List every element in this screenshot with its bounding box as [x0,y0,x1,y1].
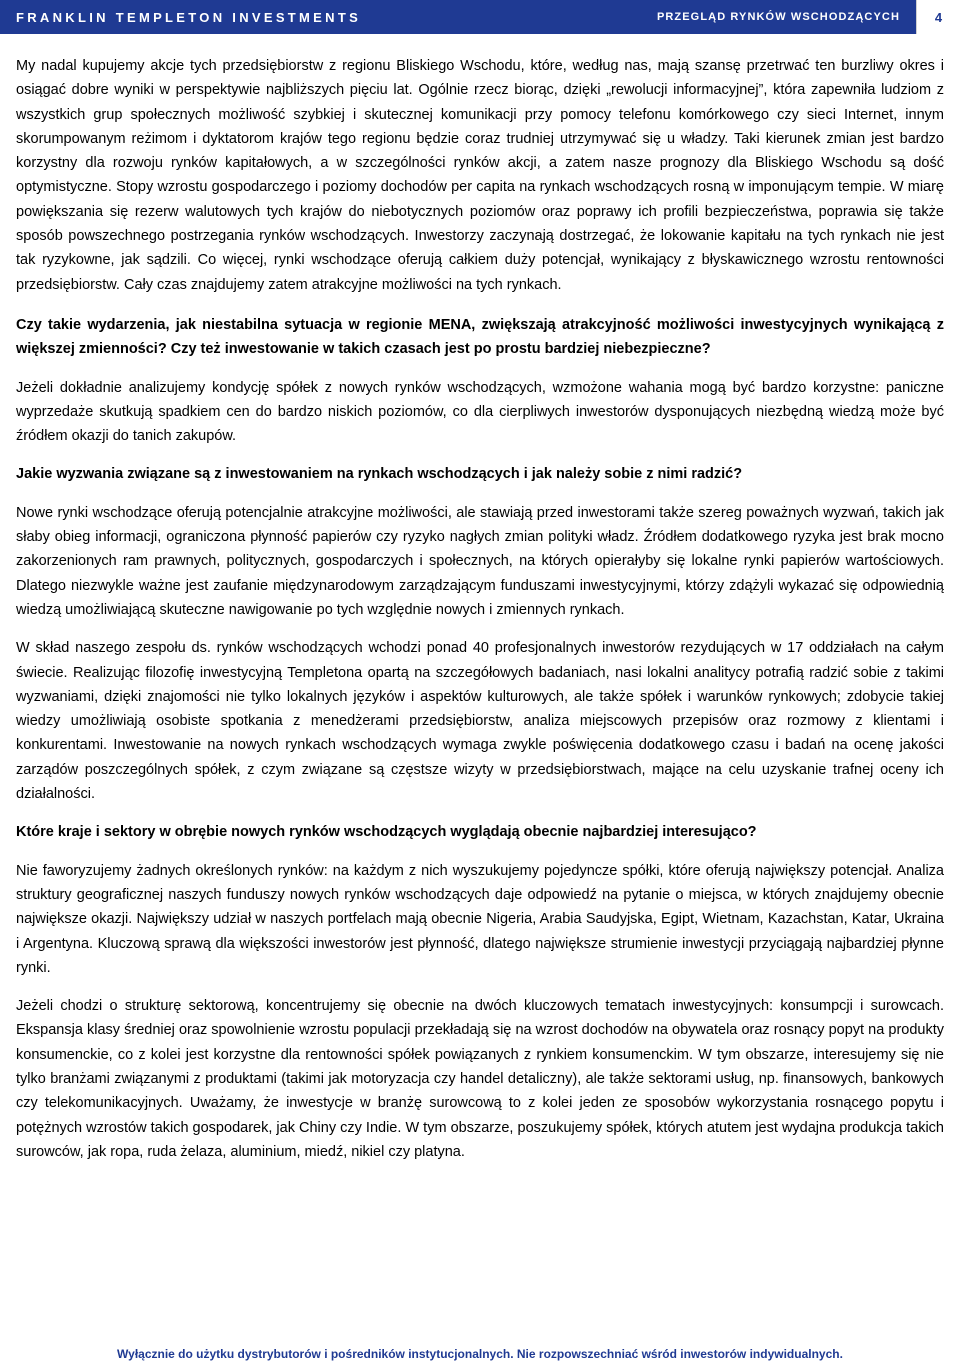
paragraph: Jeżeli dokładnie analizujemy kondycję spółek z nowych rynków wschodzących, wzmożone wahania mogą być bardzo korzystne: paniczne wyprzedaże skutkują spadkiem cen do bardzo niskich poziomów, co dla cierpliwych inwestorów dysponujących niezbędną wiedzą może być źródłem okazji do tanich zakupów. [16,379,944,445]
header-bar [0,0,916,34]
page-number: 4 [916,0,960,34]
paragraph: Nowe rynki wschodzące oferują potencjalnie atrakcyjne możliwości, ale stawiają przed inwestorami także szereg poważnych wyzwań, takich jak słaby obieg informacji, ograniczona płynność papierów czy ryzyko nagłych zmian polityki władz. Źródłem dodatkowego ryzyka jest brak mocno zakorzenionych ram prawnych, politycznych, gospodarczych i społecznych, na których opierałyby się lokalne rynki papierów wartościowych. Dlatego niezwykle ważne jest zaufanie międzynarodowym zarządzającym funduszami inwestycyjnymi, którzy zdążyli wykazać się odpowiednią wiedzą umożliwiającą skuteczne nawigowanie po tych względnie nowych i zmiennych rynkach. [16,504,944,618]
brand-name: FRANKLIN TEMPLETON INVESTMENTS [16,9,362,25]
footer-disclaimer: Wyłącznie do użytku dystrybutorów i pośredników instytucjonalnych. Nie rozpowszechniać wśród inwestorów indywidualnych. [117,1347,843,1361]
article-body [16,54,944,1164]
question-heading: Które kraje i sektory w obrębie nowych rynków wschodzących wyglądają obecnie najbardziej interesująco? [16,824,757,841]
question-heading: Jakie wyzwania związane są z inwestowaniem na rynkach wschodzących i jak należy sobie z nimi radzić? [16,466,743,483]
section-title: PRZEGLĄD RYNKÓW WSCHODZĄCYCH [656,11,900,23]
paragraph: Jeżeli chodzi o strukturę sektorową, koncentrujemy się obecnie na dwóch kluczowych tematach inwestycyjnych: konsumpcji i surowcach. Ekspansja klasy średniej oraz spowolnienie wzrostu populacji przekładają się na wzrost dochodów na obywatela oraz rosnący popyt na produkty konsumenckie, co z kolei jest korzystne dla rentowności spółek powiązanych z rynkiem konsumenckim. W tym obszarze, interesujemy się nie tylko branżami związanymi z produktami (takimi jak motoryzacja czy handel detaliczny), ale także sektorami usług, np. finansowych, bankowych czy telekomunikacyjnych. Uważamy, że inwestycje w branżę surowcową to z kolei jeden ze sposobów wykorzystania rosnącego popytu i potężnych wzrostów takich gospodarek, jak Chiny czy Indie. W tym obszarze, poszukujemy spółek, których atutem jest wydajna produkcja takich surowców, jak ropa, ruda żelaza, aluminium, miedź, nikiel czy platyna. [16,998,944,1160]
paragraph: Nie faworyzujemy żadnych określonych rynków: na każdym z nich wyszukujemy pojedyncze spółki, które oferują największy potencjał. Analiza struktury geograficznej naszych funduszy nowych rynków wschodzących daje odpowiedź na pytanie o miejsca, w których znajdujemy obecnie największe okazji. Największy udział w naszych portfelach mają obecnie Nigeria, Arabia Saudyjska, Egipt, Wietnam, Kazachstan, Katar, Ukraina i Argentyna. Kluczową sprawą dla większości inwestorów jest płynność, dlatego największe strumienie inwestycji przyciągają najbardziej płynne rynki. [16,862,944,976]
paragraph: W skład naszego zespołu ds. rynków wschodzących wchodzi ponad 40 profesjonalnych inwestorów rezydujących w 17 oddziałach na całym świecie. Realizując filozofię inwestycyjną Templetona opartą na szczegółowych badaniach, nasi lokalni analitycy potrafią radzić sobie z takimi wyzwaniami, dzięki znajomości nie tylko lokalnych języków i aspektów kulturowych, ale także spółek i warunków rynkowych; zdobycie takiej wiedzy umożliwiają osobiste spotkania z menedżerami przedsiębiorstw, analiza miejscowych przepisów oraz rozmowy z klientami i konkurentami. Inwestowanie na nowych rynkach wschodzących wymaga zwykle poświęcenia dodatkowego czasu i badań na ocenę jakości zarządów poszczególnych spółek, z czym związane są częstsze wizyty w przedsiębiorstwach, mające na celu uzyskanie trafnej oceny ich działalności. [16,640,944,803]
question-heading: Czy takie wydarzenia, jak niestabilna sytuacja w regionie MENA, zwiększają atrakcyjność możliwości inwestycyjnych wynikającą z większej zmienności? Czy też inwestowanie w takich czasach jest po prostu bardziej niebezpieczne? [16,316,944,358]
page-header [0,0,960,38]
paragraph: My nadal kupujemy akcje tych przedsiębiorstw z regionu Bliskiego Wschodu, które, według nas, mają szansę przetrwać ten burzliwy okres i osiągać dobre wyniki w perspektywie najbliższych pięciu lat. Ogólnie rzecz biorąc, dzięki „rewolucji informacyjnej”, która zapewniła ludziom z wszystkich grup społecznych możliwość szybkiej i skutecznej komunikacji przy pomocy telefonu komórkowego czy sieci Internet, innym skorumpowanym reżimom i dyktatorom krajów tego regionu będzie coraz trudniej utrzymywać się u władzy. Taki kierunek zmian jest bardzo korzystny dla rozwoju rynków kapitałowych, a w szczególności rynków akcji, a zatem nasze prognozy dla Bliskiego Wschodu są dość optymistyczne. Stopy wzrostu gospodarczego i poziomy dochodów per capita na rynkach wschodzących rosną w imponującym tempie. W miarę powiększania się rezerw walutowych tych krajów do niebotycznych poziomów oraz poprawy ich profili bezpieczeństwa, poprawia się także sposób powszechnego postrzegania rynków wschodzących. Inwestorzy zaczynają dostrzegać, że lokowanie kapitału na tych rynkach nie jest tak ryzykowne, jak sądzili. Co więcej, rynki wschodzące oferują całkiem duży potencjał, wynikający z błyskawicznego wzrostu rentowności przedsiębiorstw. Cały czas znajdujemy zatem atrakcyjne możliwości na tych rynkach. [16,58,944,293]
